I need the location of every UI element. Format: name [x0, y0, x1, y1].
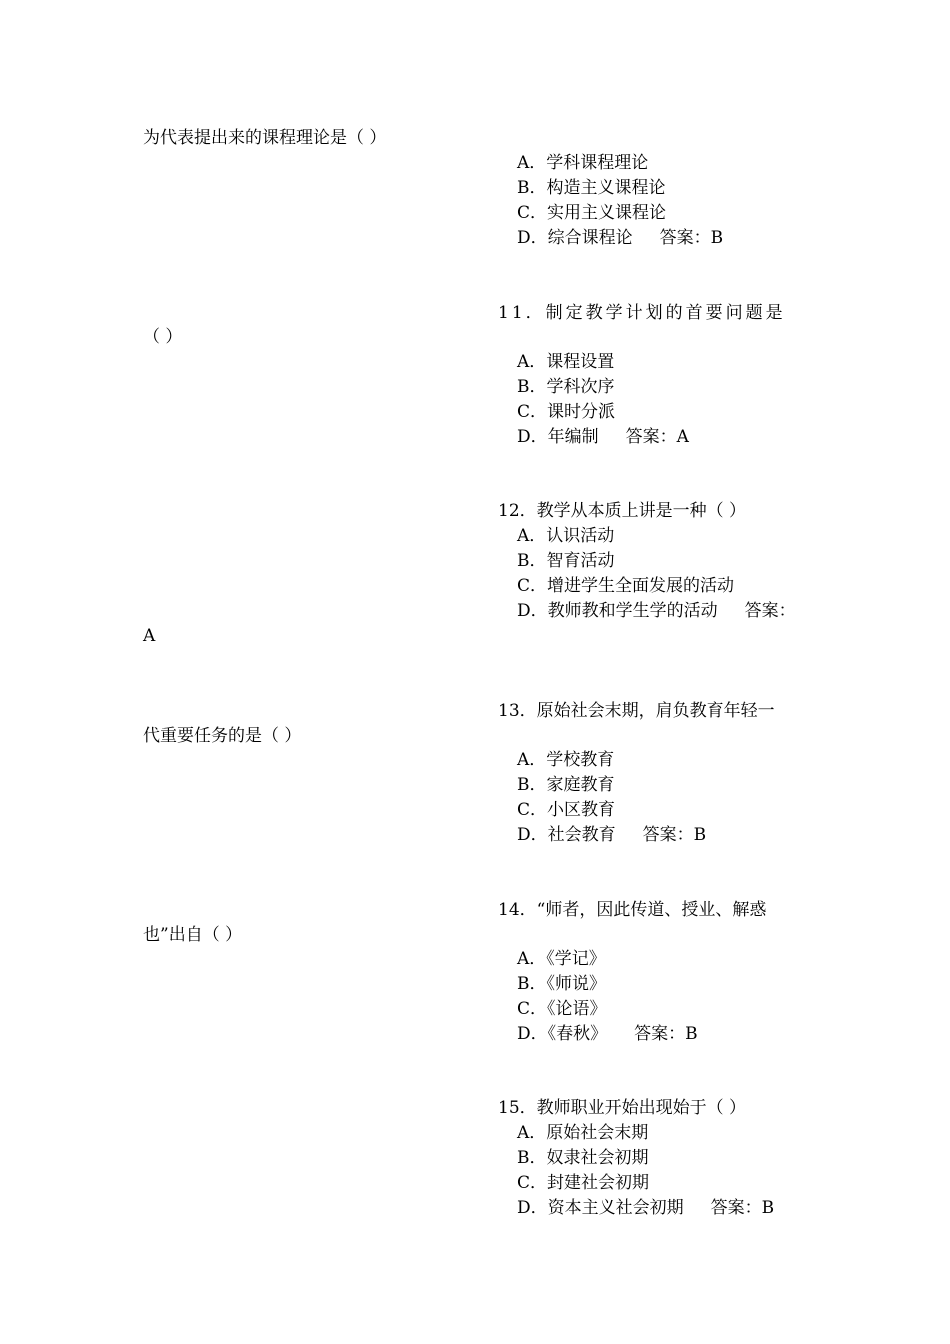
- question-14-continuation: 也”出自（ ）: [143, 925, 243, 945]
- question-14-option-b: B．《师说》: [517, 974, 606, 994]
- question-15-option-a: A．原始社会末期: [517, 1123, 649, 1143]
- question-12-option-d: D．教师教和学生学的活动 答案：: [517, 601, 796, 621]
- question-15-option-d: D．资本主义社会初期 答案：B: [517, 1198, 775, 1218]
- question-12-answer-wrap: A: [143, 626, 156, 646]
- question-12-stem: 12．教学从本质上讲是一种（ ）: [498, 501, 747, 521]
- question-11-option-d: D．年编制 答案：A: [517, 427, 689, 447]
- question-13-option-d: D．社会教育 答案：B: [517, 825, 707, 845]
- question-15-option-c: C．封建社会初期: [517, 1173, 650, 1193]
- question-13-stem: 13．原始社会末期，肩负教育年轻一: [498, 701, 775, 721]
- question-13-option-b: B．家庭教育: [517, 775, 615, 795]
- question-13-option-a: A．学校教育: [517, 750, 615, 770]
- question-11-continuation: （ ）: [143, 327, 183, 347]
- question-11-stem: 11．制定教学计划的首要问题是: [498, 303, 786, 323]
- question-14-option-d: D．《春秋》 答案：B: [517, 1024, 698, 1044]
- question-15-stem: 15．教师职业开始出现始于（ ）: [498, 1098, 747, 1118]
- question-10-option-b: B．构造主义课程论: [517, 178, 666, 198]
- question-10-option-a: A．学科课程理论: [517, 153, 649, 173]
- question-12-option-b: B．智育活动: [517, 551, 615, 571]
- question-13-option-c: C．小区教育: [517, 800, 616, 820]
- question-14-stem: 14．“师者，因此传道、授业、解惑: [498, 900, 767, 920]
- question-12-option-c: C．增进学生全面发展的活动: [517, 576, 735, 596]
- question-11-option-a: A．课程设置: [517, 352, 615, 372]
- question-15-option-b: B．奴隶社会初期: [517, 1148, 649, 1168]
- question-14-option-c: C．《论语》: [517, 999, 607, 1019]
- question-10-continuation: 为代表提出来的课程理论是（ ）: [143, 128, 387, 148]
- question-13-continuation: 代重要任务的是（ ）: [143, 726, 302, 746]
- question-12-option-a: A．认识活动: [517, 526, 615, 546]
- question-11-option-c: C．课时分派: [517, 402, 616, 422]
- question-11-option-b: B．学科次序: [517, 377, 615, 397]
- question-10-option-d: D．综合课程论 答案：B: [517, 228, 724, 248]
- question-10-option-c: C．实用主义课程论: [517, 203, 667, 223]
- question-14-option-a: A．《学记》: [517, 949, 606, 969]
